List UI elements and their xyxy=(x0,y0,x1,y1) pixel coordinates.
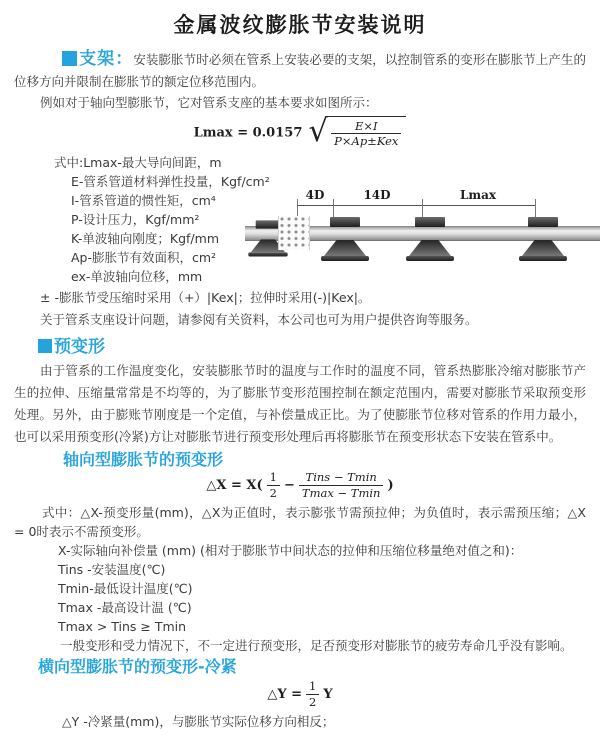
formula-denominator: P×Ap±Kex xyxy=(334,134,399,149)
bellows-expansion-joint xyxy=(278,216,310,250)
fraction-numerator: 1 xyxy=(267,470,280,486)
predeform-heading xyxy=(38,336,586,358)
fraction-denominator: Tmax − Tmin xyxy=(301,486,381,501)
blue-square-icon xyxy=(38,339,52,353)
formula-numerator: E×I xyxy=(331,119,401,135)
note-line: Tmax -最高设计温 (℃) xyxy=(58,600,192,616)
lateral-predeform-formula xyxy=(14,679,586,710)
dimension-label-lmax: Lmax xyxy=(459,188,497,202)
definition-item: P-设计压力，Kgf/mm² xyxy=(71,212,200,228)
temperature-fraction xyxy=(299,470,384,501)
one-half-fraction xyxy=(267,470,280,501)
support-foot xyxy=(519,256,567,261)
note-line: X-实际轴向补偿量 (mm) (相对于膨胀节中间状态的拉伸和压缩位移量绝对值之和)： xyxy=(58,543,523,559)
service-note: 关于管系支座设计问题，请参阅有关资料，本公司也可为用户提供咨询等服务。 xyxy=(40,312,478,328)
support-clamp xyxy=(415,217,445,227)
support-foot xyxy=(406,256,454,261)
definition-item: 式中:Lmax-最大导向间距，m xyxy=(54,155,222,171)
dimension-label-14d: 14D xyxy=(363,188,391,202)
formula-prefix: △Y = xyxy=(267,687,303,703)
plus-minus-note: ± -膨胀节受压缩时采用（+）|Kex|；拉伸时采用(-)|Kex|。 xyxy=(40,290,371,306)
pipe-guide-support xyxy=(321,186,369,286)
page-title: 金属波纹膨胀节安装说明 xyxy=(173,13,427,37)
dimension-label-4d: 4D xyxy=(305,188,325,202)
cold-tightening-note: △Y -冷紧量(mm)，与膨胀节实际位移方向相反； xyxy=(62,714,335,730)
definition-item: E-管系管道材料弹性投量，Kgf/cm² xyxy=(71,174,270,190)
support-intro-paragraph xyxy=(14,49,586,92)
pipe-guide-support xyxy=(519,186,567,286)
note-line: 式中：△X-预变形量(mm)，△X为正值时，表示膨张节需预拉伸；为负值时，表示需预压缩；△X = 0时表示不需预变形。 xyxy=(14,505,586,540)
formula-suffix: ) xyxy=(387,478,394,494)
formula-suffix: Y xyxy=(323,687,333,703)
note-line: 一般变形和受力情况下，不一定进行预变形，足否预变形对膨胀节的疲劳寿命几乎没有影响。 xyxy=(60,638,573,654)
note-line: Tmax > Tins ≥ Tmin xyxy=(58,619,187,635)
predeform-body-paragraph: 由于管系的工作温度变化，安装膨胀节时的温度与工作时的温度不同，管系热膨胀冷缩对膨胀节产生的拉伸、压缩量常常是不均等的，为了膨胀节变形范围控制在额定范围内，需要对膨胀节采取预变形处理。另外，由于膨账节刚度是一个定值，与补偿量成正比。为了使膨胀节位移对管系的作用力最小，也可以采用预变形(冷紧)方让对膨胀节进行预变形处理后再将膨胀节在预变形状态下安装在管系中。 xyxy=(14,363,586,445)
fraction-denominator: 2 xyxy=(309,695,317,710)
support-example-line: 例如对于轴向型膨胀节，它对管系支座的基本要求如图所示： xyxy=(40,95,378,110)
fraction-numerator: 1 xyxy=(306,679,319,695)
support-section-label: 支架： xyxy=(79,49,134,69)
note-line: Tmin-最低设计温度(℃) xyxy=(58,581,193,597)
support-base xyxy=(522,240,564,256)
support-clamp xyxy=(330,217,360,227)
support-foot xyxy=(321,256,369,261)
blue-square-icon xyxy=(62,51,77,66)
definition-item: I-管系管道的惯性矩，cm⁴ xyxy=(71,193,216,209)
support-intro-text: 安装膨胀节时必须在管系上安装必要的支架，以控制管系的变形在膨胀节上产生的位移方向并限制在膨胀节的额定位移范围内。 xyxy=(14,52,586,89)
lateral-predeform-heading: 横向型膨胀节的预变形-冷紧 xyxy=(38,657,237,677)
note-line: Tins -安装温度(℃) xyxy=(58,562,166,578)
fraction-numerator: Tins − Tmin xyxy=(299,470,384,486)
support-clamp xyxy=(528,217,558,227)
pipe-guide-support xyxy=(406,186,454,286)
one-half-fraction xyxy=(306,679,319,710)
axial-predeform-heading: 轴向型膨胀节的预变形 xyxy=(63,450,224,470)
definition-item: K-单波轴向刚度；Kgf/mm xyxy=(71,231,219,247)
pipe-support-diagram xyxy=(245,186,600,286)
formula-prefix: △X = X( xyxy=(206,478,263,494)
axial-predeform-formula xyxy=(14,470,586,501)
sqrt-expression xyxy=(308,112,406,150)
support-base xyxy=(324,240,366,256)
support-clamp xyxy=(256,220,281,228)
formula-lhs: Lmax = 0.0157 xyxy=(193,124,303,140)
definition-item: ex-单波轴向位移，mm xyxy=(71,269,203,285)
support-base xyxy=(409,240,451,256)
minus-sign: − xyxy=(284,478,295,494)
axial-notes xyxy=(14,503,586,655)
support-foot xyxy=(248,252,287,256)
predeform-heading-text: 预变形 xyxy=(54,337,105,358)
definition-item: Ap-膨胀节有效面积，cm² xyxy=(71,250,217,266)
lmax-formula xyxy=(14,112,586,150)
sqrt-radical-icon: √ xyxy=(308,112,329,149)
fraction-denominator: 2 xyxy=(269,486,277,501)
